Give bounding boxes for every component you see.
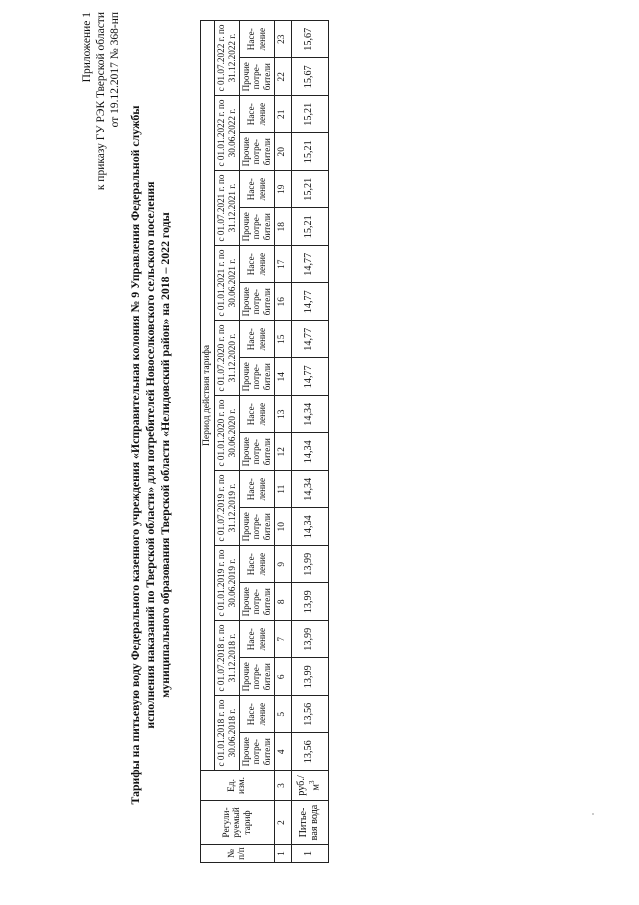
column-number: 11 [274, 471, 291, 509]
title-line-3: муниципального образования Тверской области «Нелидовский район» на 2018 – 2022 годы [158, 212, 172, 698]
column-number: 15 [274, 321, 291, 359]
tariff-value: 14,77 [291, 358, 328, 396]
period-cell: с 01.01.2022 г. по 30.06.2022 г. [214, 96, 239, 171]
appendix-line-2: к приказу ГУ РЭК Тверской области [95, 12, 107, 191]
tariff-value: 14,34 [291, 508, 328, 546]
sub-population: Насе-ление [239, 396, 274, 434]
sub-population: Насе-ление [239, 546, 274, 584]
sub-population: Насе-ление [239, 246, 274, 284]
title-line-2: исполнения наказаний по Тверской области» для потребителей Новоселковского сельского поселения [143, 181, 157, 729]
sub-other-consumers: Прочие потре-бители [239, 583, 274, 621]
period-cell: с 01.01.2020 г. по 30.06.2020 г. [214, 396, 239, 471]
header-row-top [201, 20, 215, 862]
column-number: 12 [274, 433, 291, 471]
table-row [291, 20, 328, 862]
column-number: 5 [274, 696, 291, 734]
column-number: 18 [274, 208, 291, 246]
sub-population: Насе-ление [239, 471, 274, 509]
period-cell: с 01.07.2021 г. по 31.12.2021 г. [214, 171, 239, 246]
tariff-value: 14,77 [291, 283, 328, 321]
header-period: Период действия тарифа [201, 20, 215, 770]
sub-other-consumers: Прочие потре-бители [239, 208, 274, 246]
column-number: 8 [274, 583, 291, 621]
title-line-1: Тарифы на питьевую воду Федерального казенного учреждения «Исправительная колония № 9 Управления Федеральной службы [128, 105, 142, 805]
tariff-value: 15,21 [291, 96, 328, 134]
row-tariff: Питье-вая вода [291, 801, 328, 845]
tariff-value: 13,99 [291, 583, 328, 621]
column-number: 1 [274, 845, 291, 863]
column-number: 23 [274, 20, 291, 58]
row-unit [291, 771, 328, 801]
period-cell: с 01.01.2019 г. по 30.06.2019 г. [214, 546, 239, 621]
tariff-table [200, 20, 329, 863]
column-number: 13 [274, 396, 291, 434]
row-unit-base: руб./м [295, 775, 322, 796]
sub-other-consumers: Прочие потре-бители [239, 658, 274, 696]
column-number: 7 [274, 621, 291, 659]
column-number: 10 [274, 508, 291, 546]
tariff-value: 13,56 [291, 696, 328, 734]
period-cell: с 01.07.2022 г. по 31.12.2022 г. [214, 20, 239, 95]
sub-other-consumers: Прочие потре-бители [239, 433, 274, 471]
tariff-value: 14,34 [291, 396, 328, 434]
sub-other-consumers: Прочие потре-бители [239, 733, 274, 771]
scan-speck [592, 813, 594, 815]
tariff-value: 15,21 [291, 208, 328, 246]
document-title [128, 75, 173, 835]
period-cell: с 01.07.2020 г. по 31.12.2020 г. [214, 321, 239, 396]
column-number: 9 [274, 546, 291, 584]
column-number: 4 [274, 733, 291, 771]
column-number: 21 [274, 96, 291, 134]
column-number: 17 [274, 246, 291, 284]
tariff-value: 14,34 [291, 471, 328, 509]
period-cell: с 01.01.2021 г. по 30.06.2021 г. [214, 246, 239, 321]
column-number: 16 [274, 283, 291, 321]
tariff-value: 13,99 [291, 621, 328, 659]
tariff-value: 13,99 [291, 546, 328, 584]
header-row-consumers [239, 20, 274, 862]
tariff-value: 14,34 [291, 433, 328, 471]
column-number: 6 [274, 658, 291, 696]
header-row-periods [214, 20, 239, 862]
period-cell: с 01.07.2019 г. по 31.12.2019 г. [214, 471, 239, 546]
column-number: 22 [274, 58, 291, 96]
column-number: 19 [274, 171, 291, 209]
tariff-value: 15,21 [291, 171, 328, 209]
column-number: 3 [274, 771, 291, 801]
sub-other-consumers: Прочие потре-бители [239, 283, 274, 321]
sub-other-consumers: Прочие потре-бители [239, 133, 274, 171]
column-number: 20 [274, 133, 291, 171]
tariff-value: 15,67 [291, 20, 328, 58]
tariff-value: 15,21 [291, 133, 328, 171]
sub-other-consumers: Прочие потре-бители [239, 58, 274, 96]
tariff-value: 15,67 [291, 58, 328, 96]
header-unit: Ед. изм. [201, 771, 275, 801]
sub-population: Насе-ление [239, 96, 274, 134]
sub-other-consumers: Прочие потре-бители [239, 358, 274, 396]
column-number-row [274, 20, 291, 862]
row-unit-sup: 3 [308, 780, 317, 785]
sub-other-consumers: Прочие потре-бители [239, 508, 274, 546]
sub-population: Насе-ление [239, 171, 274, 209]
tariff-value: 14,77 [291, 246, 328, 284]
column-number: 2 [274, 801, 291, 845]
tariff-value: 14,77 [291, 321, 328, 359]
sub-population: Насе-ление [239, 696, 274, 734]
column-number: 14 [274, 358, 291, 396]
header-tariff: Регули-руемый тариф [201, 801, 275, 845]
sub-population: Насе-ление [239, 321, 274, 359]
appendix-line-3: от 19.12.2017 № 368-нп [109, 12, 121, 128]
period-cell: с 01.07.2018 г. по 31.12.2018 г. [214, 621, 239, 696]
header-number: № п/п [201, 845, 275, 863]
period-cell: с 01.01.2018 г. по 30.06.2018 г. [214, 696, 239, 771]
tariff-value: 13,99 [291, 658, 328, 696]
tariff-value: 13,56 [291, 733, 328, 771]
appendix-line-1: Приложение 1 [81, 12, 93, 83]
sub-population: Насе-ление [239, 621, 274, 659]
appendix-note [80, 12, 122, 342]
sub-population: Насе-ление [239, 20, 274, 58]
row-number: 1 [291, 845, 328, 863]
